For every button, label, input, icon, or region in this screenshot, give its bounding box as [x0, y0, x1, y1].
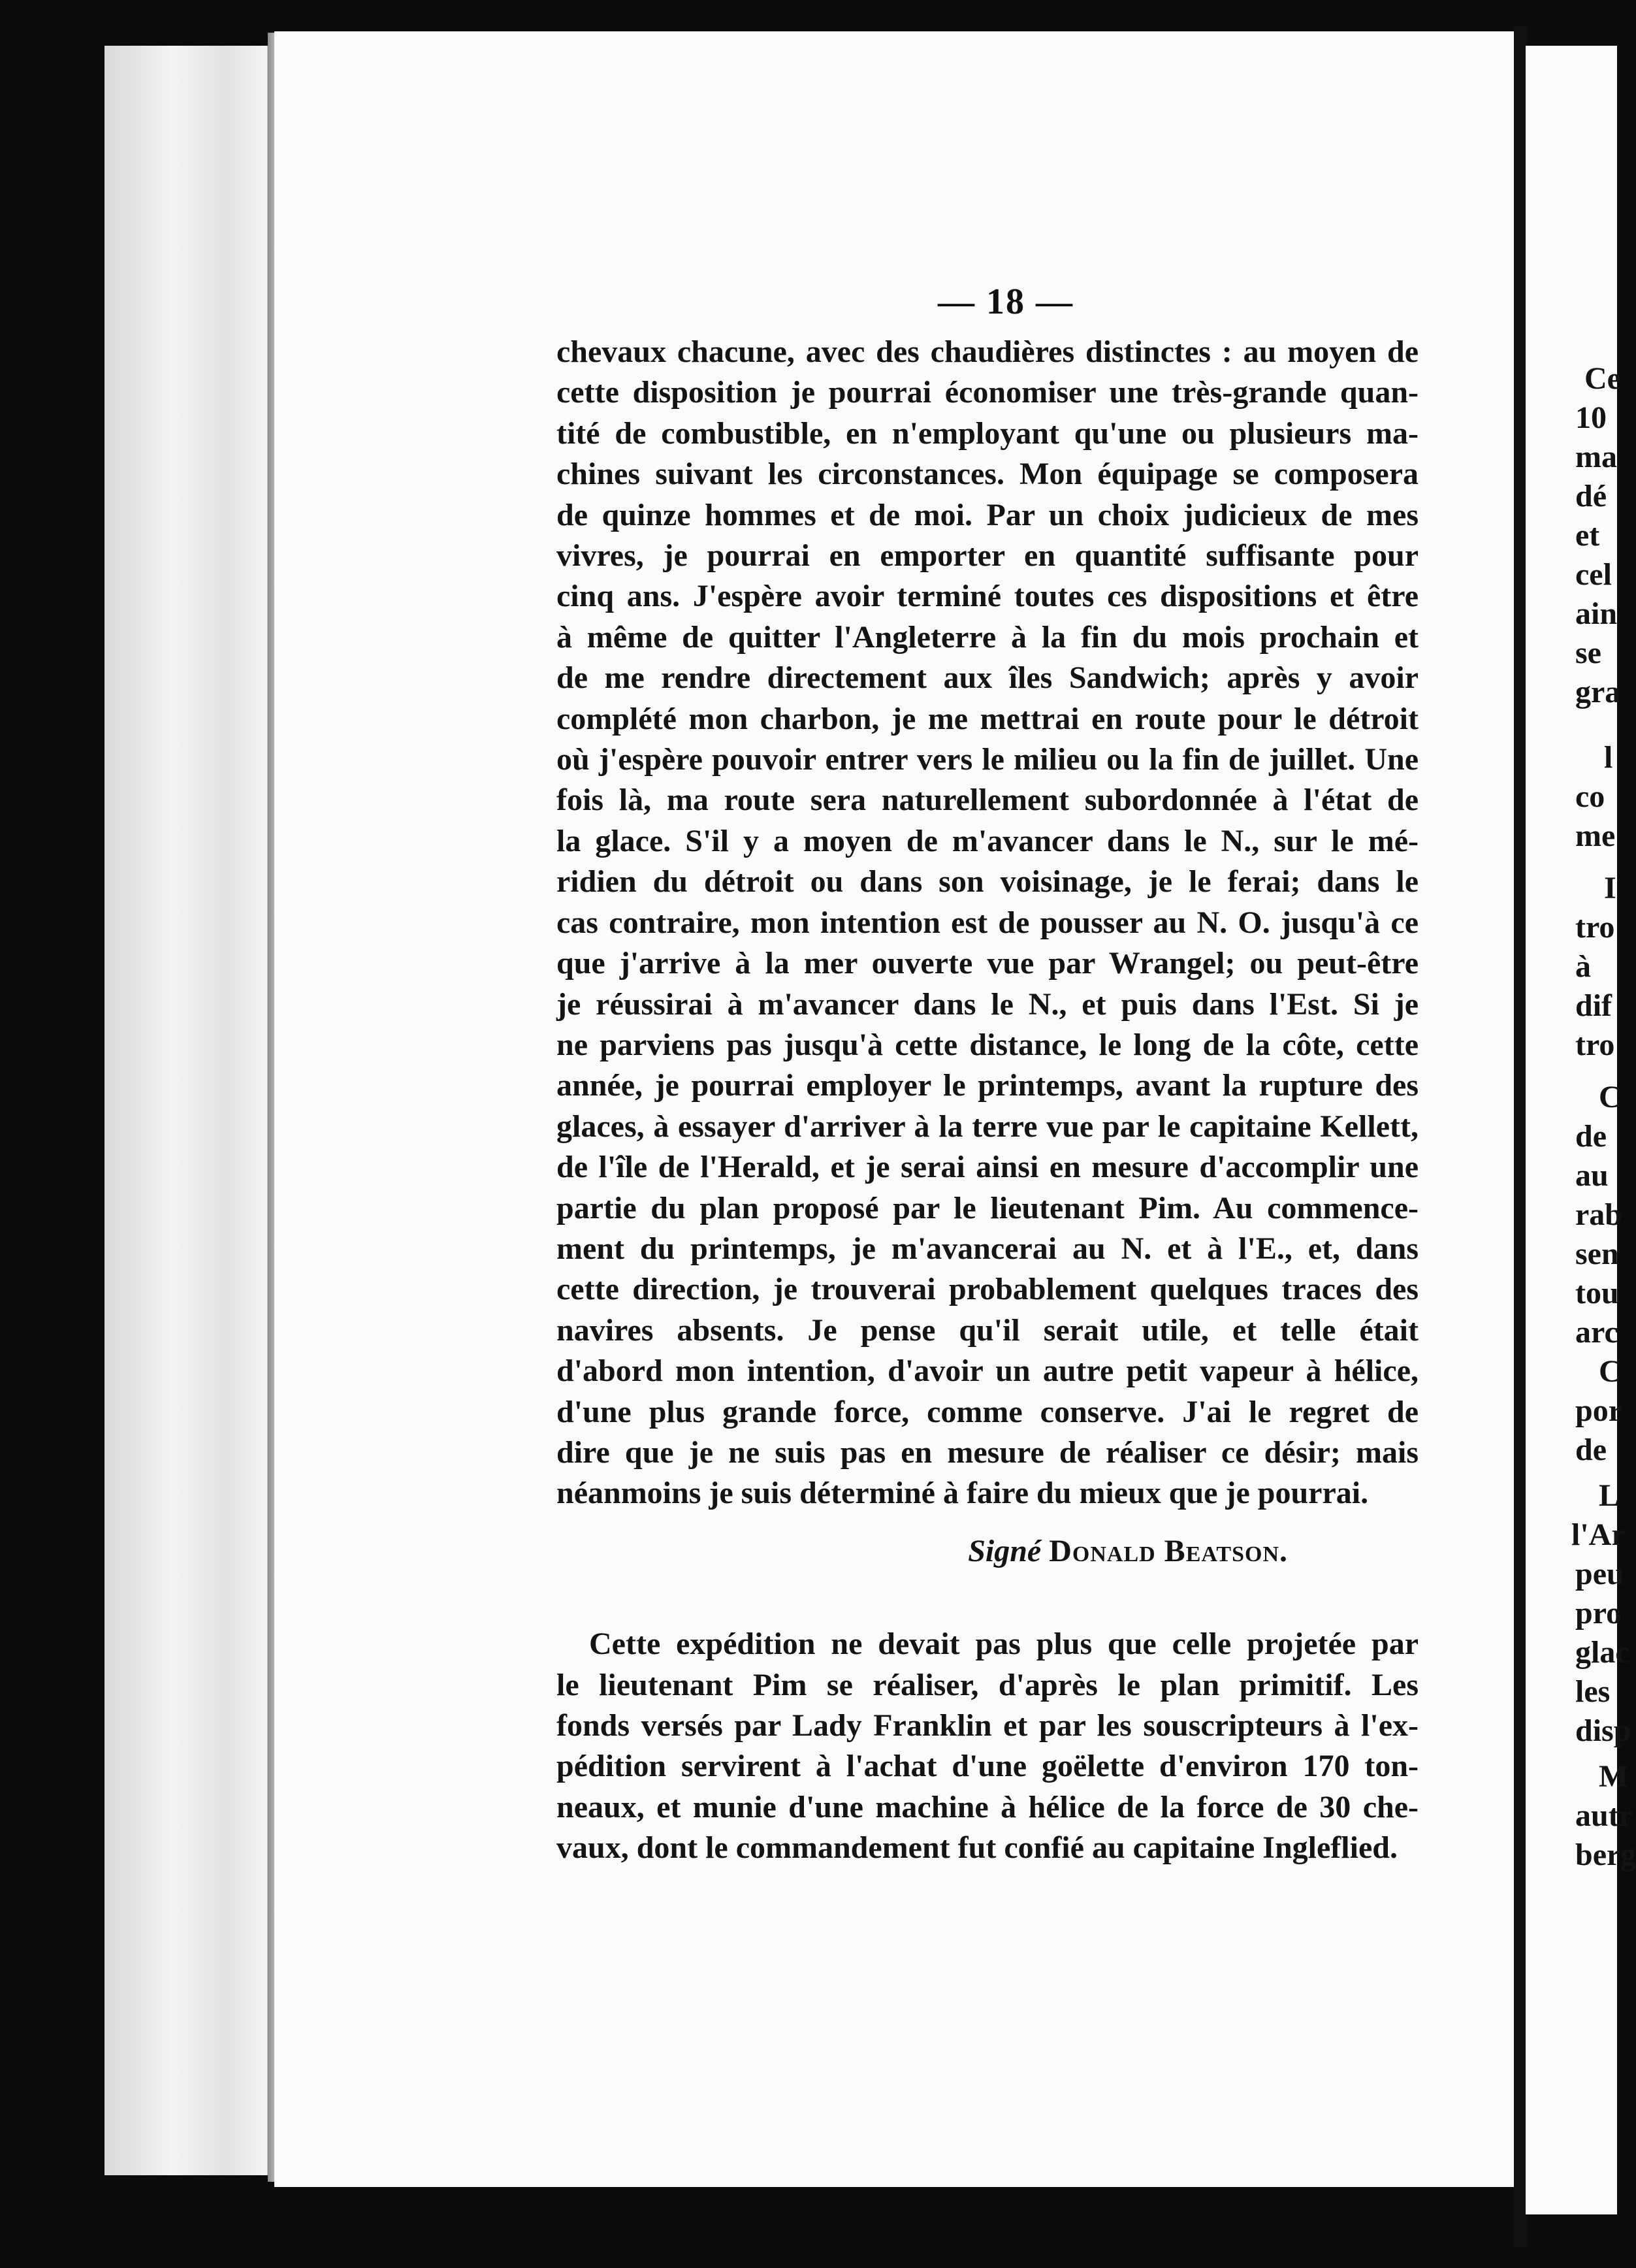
fragment-line: me: [1575, 818, 1616, 853]
text-line: fonds versés par Lady Franklin et par les souscripteurs à l'ex-: [556, 1708, 1419, 1743]
text-line: chevaux chacune, avec des chaudières distinctes : au moyen de: [556, 334, 1419, 369]
text-line: cinq ans. J'espère avoir terminé toutes ces dispositions et être: [556, 579, 1419, 614]
text-line: de quinze hommes et de moi. Par un choix judicieux de mes: [556, 497, 1419, 532]
text-line: chines suivant les circonstances. Mon équipage se composera: [556, 457, 1419, 492]
fragment-line: dé: [1575, 479, 1607, 513]
paragraph-gap: [556, 1572, 1419, 1624]
text-line: ment du printemps, je m'avancerai au N. et à l'E., et, dans: [556, 1231, 1419, 1266]
fragment-line: C: [1599, 1080, 1622, 1114]
fragment-line: autr: [1575, 1798, 1633, 1833]
fragment-line: cel: [1575, 557, 1612, 592]
signature-prefix: Signé: [968, 1533, 1050, 1568]
signature: [556, 1531, 1419, 1572]
fragment-line: arc: [1575, 1315, 1618, 1350]
text-line: d'une plus grande force, comme conserve. J'ai le regret de: [556, 1394, 1419, 1429]
text-line: complété mon charbon, je me mettrai en route pour le détroit: [556, 701, 1419, 736]
signature-name: Donald Beatson.: [1049, 1533, 1288, 1568]
fragment-line: tou: [1575, 1276, 1619, 1310]
fragment-line: tro: [1575, 910, 1615, 945]
fragment-line: M: [1599, 1759, 1629, 1794]
fragment-line: C: [1599, 1354, 1622, 1389]
fragment-line: à: [1575, 949, 1591, 984]
text-line: cette direction, je trouverai probablement quelques traces des: [556, 1272, 1419, 1307]
text-line: la glace. S'il y a moyen de m'avancer dans le N., sur le mé-: [556, 823, 1419, 858]
right-page-fragment: [1526, 46, 1636, 2214]
fragment-line: rab: [1575, 1197, 1622, 1232]
text-line: je réussirai à m'avancer dans le N., et puis dans l'Est. Si je: [556, 986, 1419, 1022]
fragment-line: au: [1575, 1158, 1609, 1193]
text-line: d'abord mon intention, d'avoir un autre petit vapeur à hélice,: [556, 1353, 1419, 1389]
text-line: tité de combustible, en n'employant qu'une ou plusieurs ma-: [556, 415, 1419, 451]
text-line: partie du plan proposé par le lieutenant Pim. Au commence-: [556, 1190, 1419, 1225]
fragment-line: gra: [1575, 675, 1621, 709]
fragment-line: dif: [1575, 988, 1612, 1023]
text-line: pédition servirent à l'achat d'une goëlette d'environ 170 ton-: [556, 1749, 1419, 1784]
text-line: de me rendre directement aux îles Sandwich; après y avoir: [556, 660, 1419, 696]
page-stack-edge: [104, 46, 274, 2175]
text-line: ne parviens pas jusqu'à cette distance, le long de la côte, cette: [556, 1027, 1419, 1062]
text-line: cette disposition je pourrai économiser une très-grande quan-: [556, 375, 1419, 410]
fragment-line: de: [1575, 1119, 1607, 1154]
fragment-line: berg: [1575, 1838, 1636, 1872]
fragment-line: ain: [1575, 596, 1618, 631]
fragment-line: por: [1575, 1393, 1622, 1428]
book-gutter: [1514, 26, 1527, 2247]
page-number: — 18 —: [938, 282, 1074, 322]
text-line: Cette expédition ne devait pas plus que celle projetée par: [589, 1627, 1419, 1662]
text-line: cas contraire, mon intention est de pousser au N. O. jusqu'à ce: [556, 905, 1419, 940]
text-line: navires absents. Je pense qu'il serait utile, et telle était: [556, 1312, 1419, 1348]
fragment-line: les: [1575, 1674, 1611, 1709]
fragment-line: l'Ar: [1571, 1517, 1626, 1552]
fragment-line: 10: [1575, 400, 1607, 435]
fragment-line: Ce: [1584, 361, 1621, 396]
fragment-line: se: [1575, 636, 1601, 670]
text-line: année, je pourrai employer le printemps, avant la rupture des: [556, 1068, 1419, 1103]
fragment-line: l: [1604, 740, 1613, 775]
text-line: de l'île de l'Herald, et je serai ainsi en mesure d'accomplir une: [556, 1150, 1419, 1185]
text-line: vivres, je pourrai en emporter en quantité suffisante pour: [556, 538, 1419, 574]
text-line: vaux, dont le commandement fut confié au capitaine Ingleflied.: [556, 1830, 1398, 1866]
fragment-line: sen: [1575, 1237, 1619, 1271]
fragment-line: ma: [1575, 440, 1617, 474]
fragment-line: pro: [1575, 1596, 1622, 1630]
text-line: où j'espère pouvoir entrer vers le milieu ou la fin de juillet. Une: [556, 742, 1419, 777]
body-text: [556, 332, 1419, 1869]
text-line: fois là, ma route sera naturellement subordonnée à l'état de: [556, 783, 1419, 818]
text-line: le lieutenant Pim se réaliser, d'après le plan primitif. Les: [556, 1667, 1419, 1702]
fragment-line: de: [1575, 1433, 1607, 1467]
text-line: à même de quitter l'Angleterre à la fin du mois prochain et: [556, 619, 1419, 655]
fragment-line: glac: [1575, 1635, 1629, 1670]
fragment-line: tro: [1575, 1028, 1615, 1062]
text-line: dire que je ne suis pas en mesure de réaliser ce désir; mais: [556, 1434, 1419, 1470]
fragment-line: peu: [1575, 1557, 1624, 1591]
fragment-line: L: [1599, 1478, 1620, 1513]
text-line: néanmoins je suis déterminé à faire du mieux que je pourrai.: [556, 1476, 1369, 1511]
text-line: neaux, et munie d'une machine à hélice de la force de 30 che-: [556, 1789, 1419, 1824]
fragment-line: disp: [1575, 1713, 1631, 1748]
fragment-line: I: [1604, 871, 1616, 905]
fragment-line: et: [1575, 518, 1600, 553]
text-line: que j'arrive à la mer ouverte vue par Wrangel; ou peut-être: [556, 946, 1419, 981]
fragment-line: co: [1575, 779, 1605, 814]
text-line: ridien du détroit ou dans son voisinage, je le ferai; dans le: [556, 864, 1419, 899]
text-line: glaces, à essayer d'arriver à la terre vue par le capitaine Kellett,: [556, 1109, 1419, 1144]
